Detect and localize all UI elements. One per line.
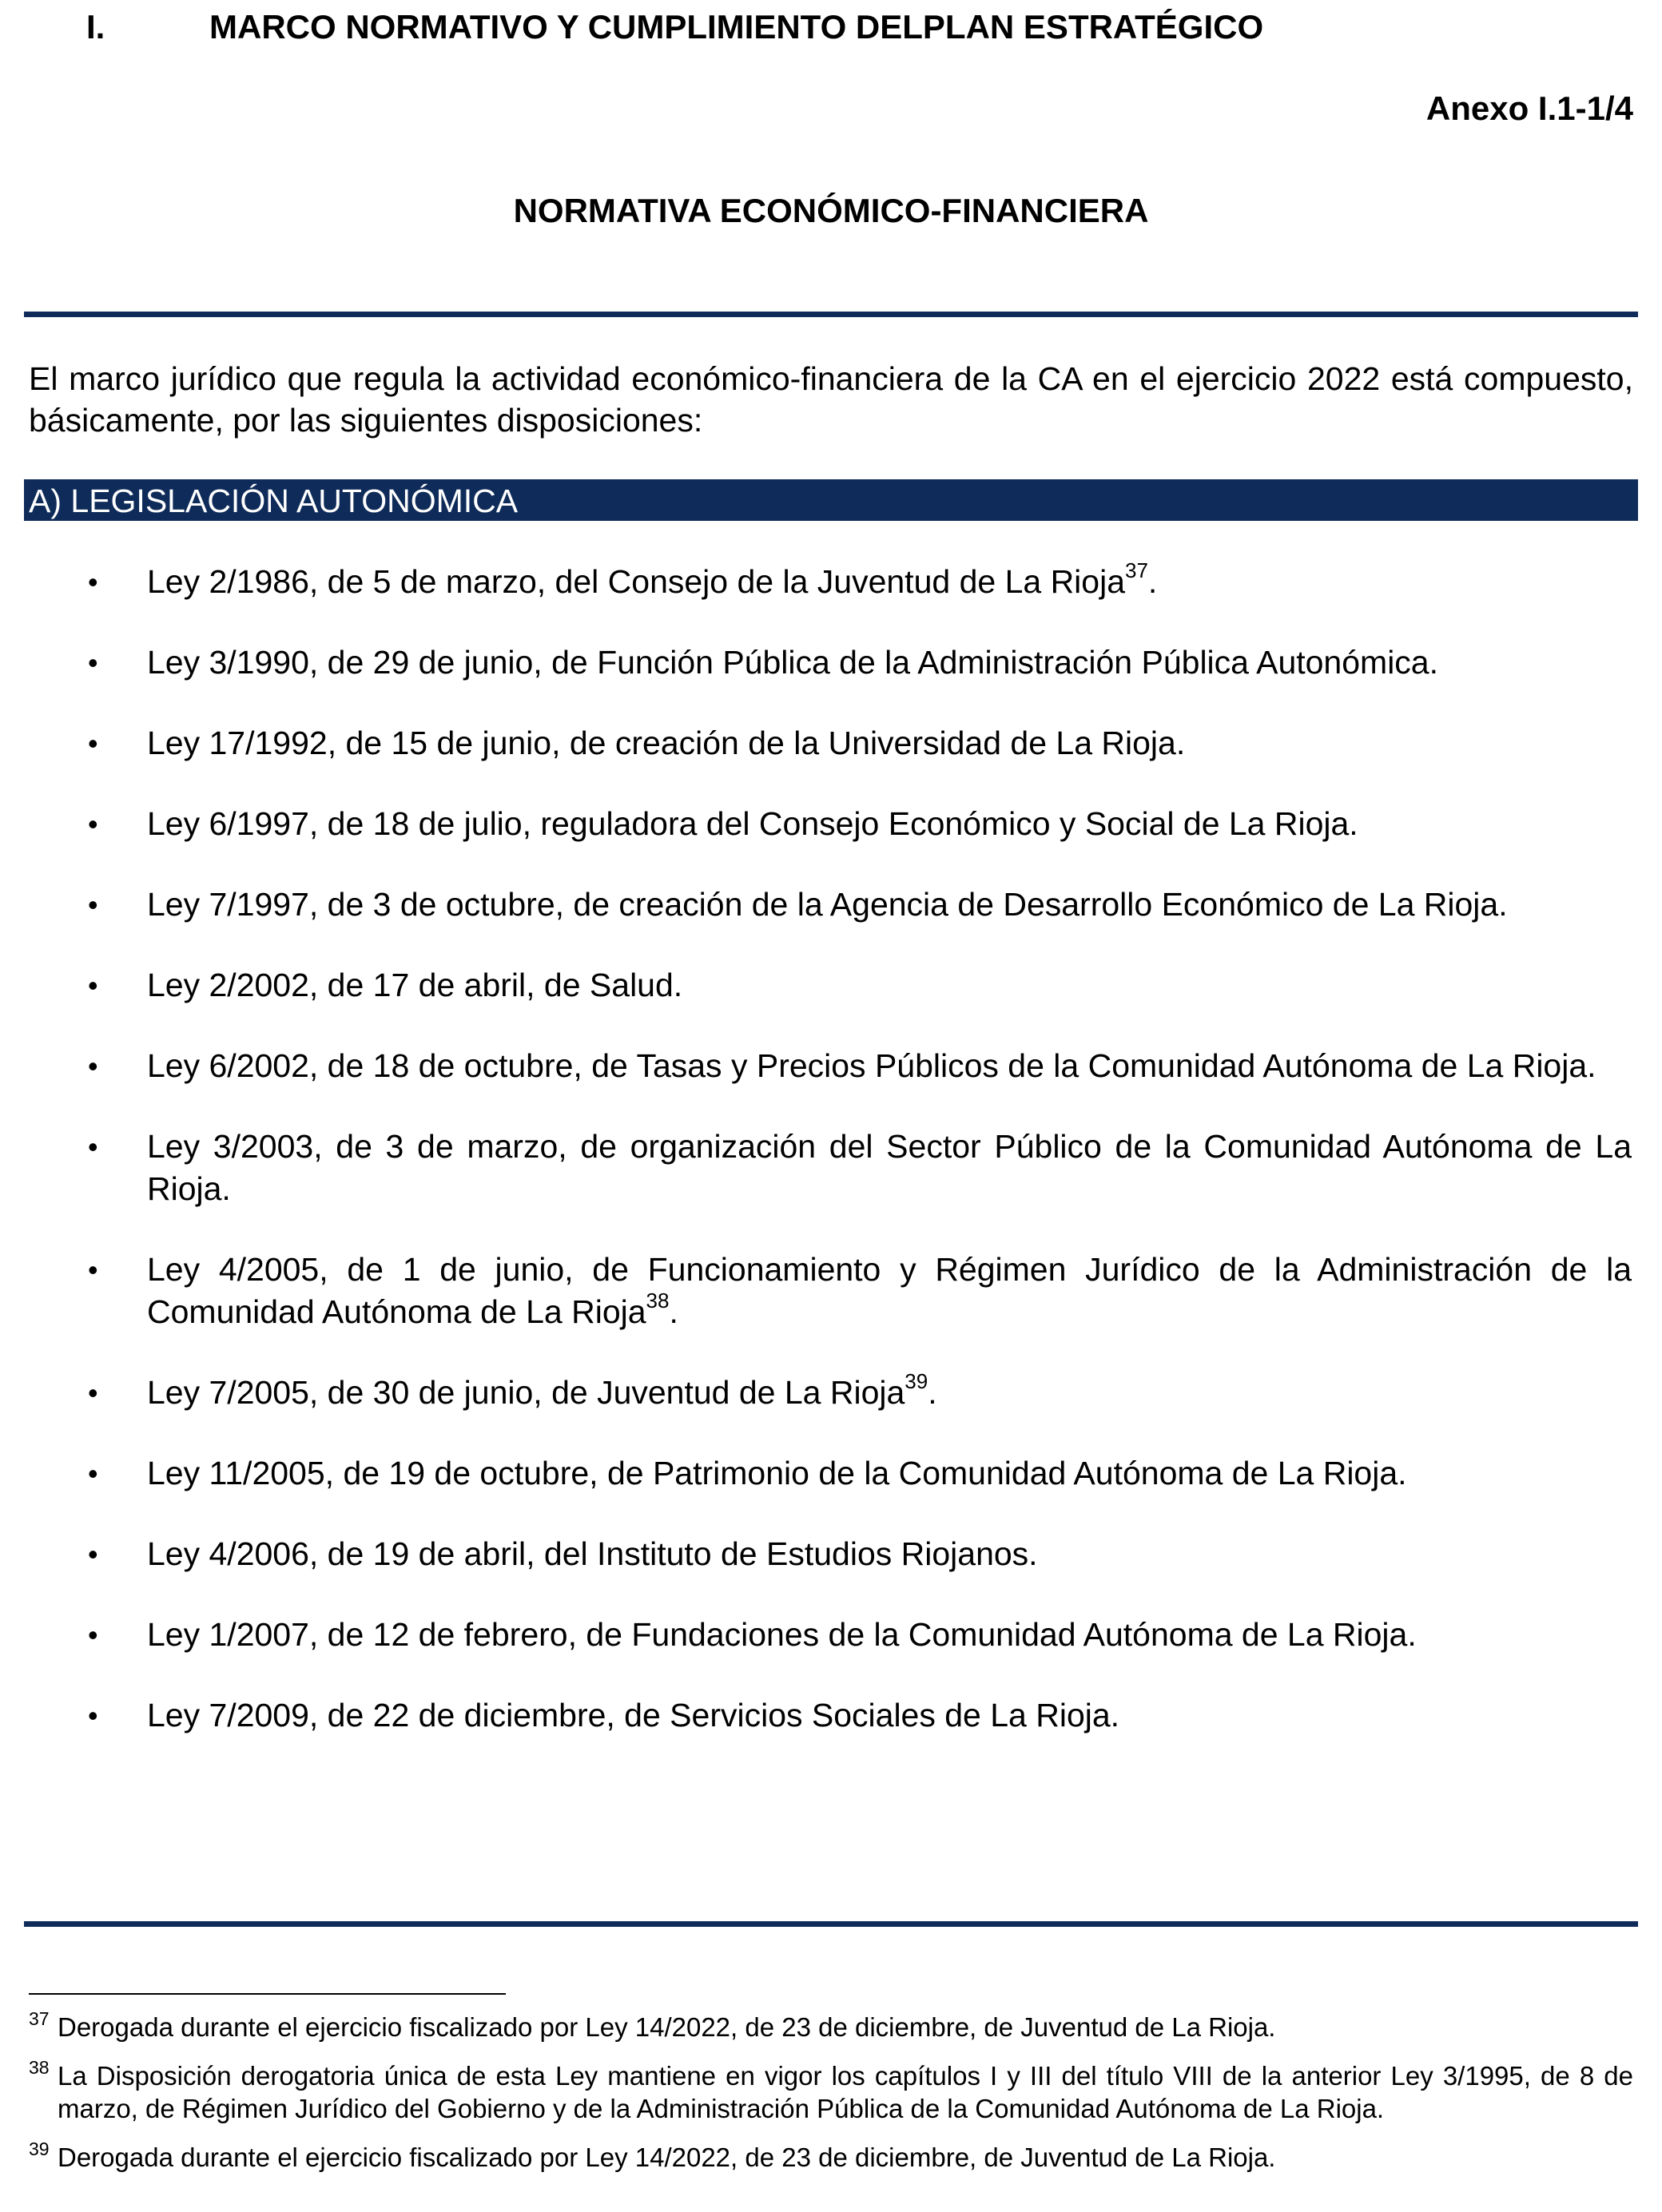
bullet-icon: • — [88, 727, 98, 760]
bullet-icon: • — [88, 1538, 98, 1571]
footnote-mark: 38 — [29, 2057, 50, 2078]
bottom-divider — [24, 1921, 1638, 1927]
law-text: Ley 4/2006, de 19 de abril, del Instituto de Estudios Riojanos. — [147, 1535, 1038, 1572]
list-item: • Ley 4/2005, de 1 de junio, de Funcionamiento y Régimen Jurídico de la Administración de la Comunidad Autónoma de La Rioja$^{38}$. — [147, 1249, 1632, 1333]
bullet-icon: • — [88, 1253, 98, 1286]
law-text: Ley 2/1986, de 5 de marzo, del Consejo de la Juventud de La Rioja — [147, 563, 1125, 600]
section-title: MARCO NORMATIVO Y CUMPLIMIENTO DELPLAN ESTRATÉGICO — [209, 8, 1264, 46]
section-heading: A) LEGISLACIÓN AUTONÓMICA — [29, 483, 519, 519]
footnote-ref[interactable]: 37 — [1125, 558, 1148, 583]
list-item — [88, 1126, 1632, 1210]
law-text: Ley 7/1997, de 3 de octubre, de creación de la Agencia de Desarrollo Económico de La Rioja. — [147, 886, 1508, 923]
footnote — [29, 2008, 1633, 2043]
bullet-icon: • — [88, 1699, 98, 1732]
law-text: Ley 4/2005, de 1 de junio, de Funcionamiento y Régimen Jurídico de la Administración de la Comunidad Autónoma de La Rioja — [147, 1251, 1632, 1330]
law-text: Ley 11/2005, de 19 de octubre, de Patrimonio de la Comunidad Autónoma de La Rioja. — [147, 1455, 1407, 1491]
list-item — [88, 1694, 1632, 1737]
list-item — [88, 1045, 1632, 1087]
bullet-icon: • — [88, 1618, 98, 1651]
footnote — [29, 2141, 1633, 2174]
law-text: Ley 7/2005, de 30 de junio, de Juventud de La Rioja — [147, 1374, 905, 1411]
list-item — [88, 964, 1632, 1007]
bullet-icon: • — [88, 1376, 98, 1409]
list-item: • Ley 2/1986, de 5 de marzo, del Consejo de la Juventud de La Rioja$^{37}$. — [147, 561, 1632, 603]
bullet-icon: • — [88, 888, 98, 921]
list-item — [88, 1533, 1632, 1575]
footnote-mark: 37 — [29, 2008, 50, 2029]
footnote-ref[interactable]: 38 — [646, 1289, 670, 1313]
footnote-text: La Disposición derogatoria única de esta Ley mantiene en vigor los capítulos I y III del título VIII de la anterior Ley 3/1995, de 8 de marzo, de Régimen Jurídico del Gobierno y de la Administración Pública de la Comunidad Autónoma de La Rioja. — [58, 2061, 1633, 2123]
law-list — [88, 558, 1632, 1775]
bullet-icon: • — [88, 808, 98, 840]
law-text: Ley 1/2007, de 12 de febrero, de Fundaciones de la Comunidad Autónoma de La Rioja. — [147, 1616, 1417, 1653]
law-text: Ley 3/2003, de 3 de marzo, de organización del Sector Público de la Comunidad Autónoma de La Rioja. — [147, 1128, 1632, 1207]
list-item — [88, 1452, 1632, 1495]
footnote-mark: 39 — [29, 2139, 50, 2159]
footnote-text: Derogada durante el ejercicio fiscalizado por Ley 14/2022, de 23 de diciembre, de Juventud de La Rioja. — [58, 2012, 1276, 2042]
bullet-icon: • — [88, 1050, 98, 1082]
footnote-ref[interactable]: 39 — [905, 1369, 928, 1394]
footnotes — [29, 2008, 1633, 2190]
law-text: Ley 17/1992, de 15 de junio, de creación de la Universidad de La Rioja. — [147, 725, 1186, 761]
section-number: I. — [86, 8, 105, 46]
list-item — [88, 1614, 1632, 1656]
bullet-icon: • — [88, 1457, 98, 1490]
bullet-icon: • — [88, 646, 98, 679]
bullet-icon: • — [88, 969, 98, 1002]
list-item — [88, 722, 1632, 764]
law-text: Ley 3/1990, de 29 de junio, de Función Pública de la Administración Pública Autonómica. — [147, 644, 1438, 681]
list-item — [88, 641, 1632, 684]
top-divider — [24, 312, 1638, 317]
list-item — [88, 803, 1632, 845]
section-heading-bar — [24, 479, 1638, 521]
annex-label: Anexo I.1-1/4 — [1425, 89, 1633, 127]
law-text: Ley 6/2002, de 18 de octubre, de Tasas y Precios Públicos de la Comunidad Autónoma de La Rioja. — [147, 1047, 1596, 1084]
law-text: Ley 2/2002, de 17 de abril, de Salud. — [147, 967, 683, 1003]
bullet-icon: • — [88, 566, 98, 598]
intro-paragraph: El marco jurídico que regula la actividad económico-financiera de la CA en el ejercicio 2022 está compuesto, básicamente, por las siguientes disposiciones: — [29, 360, 1633, 439]
footnote — [29, 2059, 1633, 2125]
footnote-separator — [29, 1993, 506, 1995]
footnote-text: Derogada durante el ejercicio fiscalizado por Ley 14/2022, de 23 de diciembre, de Juventud de La Rioja. — [58, 2143, 1276, 2172]
page-title: NORMATIVA ECONÓMICO-FINANCIERA — [513, 192, 1149, 229]
list-item — [88, 884, 1632, 926]
law-text: Ley 7/2009, de 22 de diciembre, de Servicios Sociales de La Rioja. — [147, 1697, 1120, 1733]
law-text: Ley 6/1997, de 18 de julio, reguladora del Consejo Económico y Social de La Rioja. — [147, 805, 1358, 842]
bullet-icon: • — [88, 1130, 98, 1163]
list-item: • Ley 7/2005, de 30 de junio, de Juventud de La Rioja$^{39}$. — [147, 1372, 1632, 1414]
